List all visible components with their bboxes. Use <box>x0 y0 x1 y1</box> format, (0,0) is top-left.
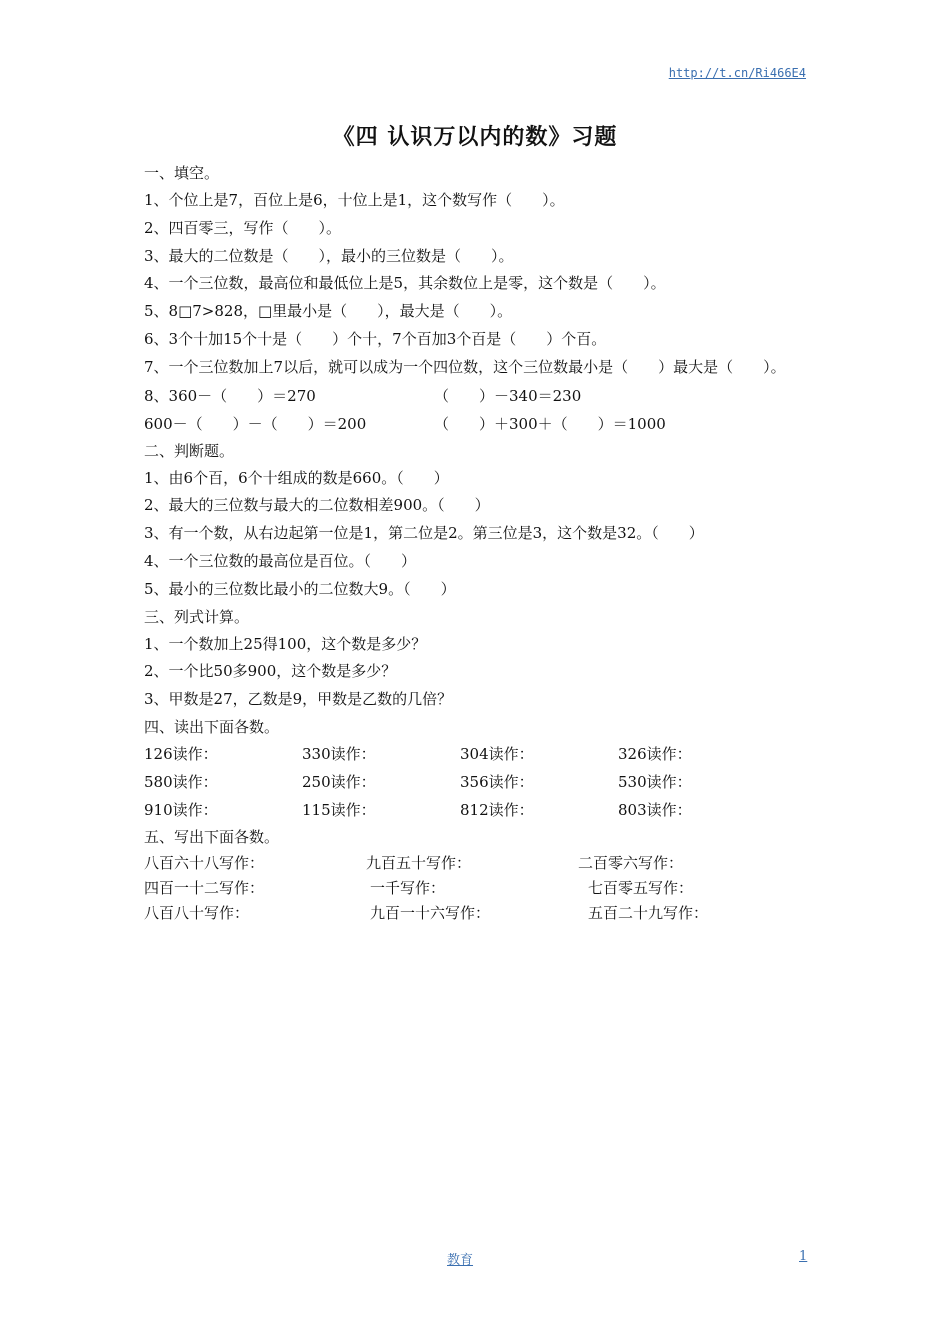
read-cell: 326读作： <box>618 744 692 763</box>
write-cell: 八百八十写作： <box>144 904 250 923</box>
footer-link[interactable]: 教育 <box>447 1253 474 1268</box>
read-cell: 304读作： <box>460 744 534 763</box>
question-item: 3、有一个数，从右边起第一位是1，第二位是2。第三位是3，这个数是32。（ ） <box>144 524 704 543</box>
read-cell: 803读作： <box>618 800 692 819</box>
write-row <box>144 851 824 876</box>
read-row <box>144 741 824 769</box>
write-row <box>144 876 824 901</box>
question-item: 2、四百零三，写作（ ）。 <box>144 218 342 237</box>
question-item: 5、8□7>828，□里最小是（ ），最大是（ ）。 <box>144 302 513 321</box>
question-item: 5、最小的三位数比最小的二位数大9。（ ） <box>144 579 456 598</box>
question-item: 6、3个十加15个十是（ ）个十，7个百加3个百是（ ）个百。 <box>144 329 607 348</box>
equation-right: （ ）－340＝230 <box>434 386 582 405</box>
page-title: 《四 认识万以内的数》习题 <box>332 124 618 150</box>
write-cell: 一千写作： <box>370 879 446 898</box>
read-cell: 530读作： <box>618 772 692 791</box>
write-row <box>144 901 824 926</box>
read-row <box>144 769 824 797</box>
question-item: 3、最大的二位数是（ ），最小的三位数是（ ）。 <box>144 246 514 265</box>
read-cell: 812读作： <box>460 800 534 819</box>
section-heading: 二、判断题。 <box>144 441 235 460</box>
section-heading: 三、列式计算。 <box>144 607 250 626</box>
section-heading: 四、读出下面各数。 <box>144 717 280 736</box>
question-item: 2、一个比50多900，这个数是多少？ <box>144 662 397 681</box>
header-link[interactable]: http://t.cn/Ri466E4 <box>668 66 806 80</box>
equation-row <box>144 382 824 410</box>
read-cell: 126读作： <box>144 744 218 763</box>
question-item: 2、最大的三位数与最大的二位数相差900。（ ） <box>144 496 490 515</box>
write-cell: 八百六十八写作： <box>144 854 265 873</box>
write-cell: 七百零五写作： <box>588 879 694 898</box>
question-item: 1、由6个百，6个十组成的数是660。（ ） <box>144 468 449 487</box>
read-cell: 356读作： <box>460 772 534 791</box>
equation-left: 8、360－（ ）＝270 <box>144 386 316 405</box>
write-cell: 五百二十九写作： <box>588 904 709 923</box>
write-cell: 四百一十二写作： <box>144 879 265 898</box>
question-item: 4、一个三位数的最高位是百位。（ ） <box>144 551 417 570</box>
section-heading: 五、写出下面各数。 <box>144 828 280 847</box>
page-number: 1 <box>799 1249 808 1264</box>
write-cell: 九百一十六写作： <box>370 904 491 923</box>
worksheet-content <box>144 160 824 926</box>
write-cell: 二百零六写作： <box>578 854 684 873</box>
read-cell: 250读作： <box>302 772 376 791</box>
equation-right: （ ）＋300＋（ ）＝1000 <box>434 414 666 433</box>
write-cell: 九百五十写作： <box>366 854 472 873</box>
read-cell: 330读作： <box>302 744 376 763</box>
equation-left: 600－（ ）－（ ）＝200 <box>144 414 367 433</box>
question-item: 1、个位上是7，百位上是6，十位上是1，这个数写作（ ）。 <box>144 191 565 209</box>
question-item: 1、一个数加上25得100，这个数是多少？ <box>144 634 427 653</box>
question-item: 4、一个三位数，最高位和最低位上是5，其余数位上是零，这个数是（ ）。 <box>144 274 666 293</box>
read-cell: 910读作： <box>144 800 218 819</box>
read-cell: 580读作： <box>144 772 218 791</box>
equation-row <box>144 410 824 438</box>
read-cell: 115读作： <box>302 800 376 819</box>
section-heading: 一、填空。 <box>144 164 220 182</box>
question-item: 7、一个三位数加上7以后，就可以成为一个四位数，这个三位数最小是（ ）最大是（ ）。 <box>144 357 786 376</box>
read-row <box>144 797 824 825</box>
question-item: 3、甲数是27，乙数是9，甲数是乙数的几倍？ <box>144 690 453 709</box>
